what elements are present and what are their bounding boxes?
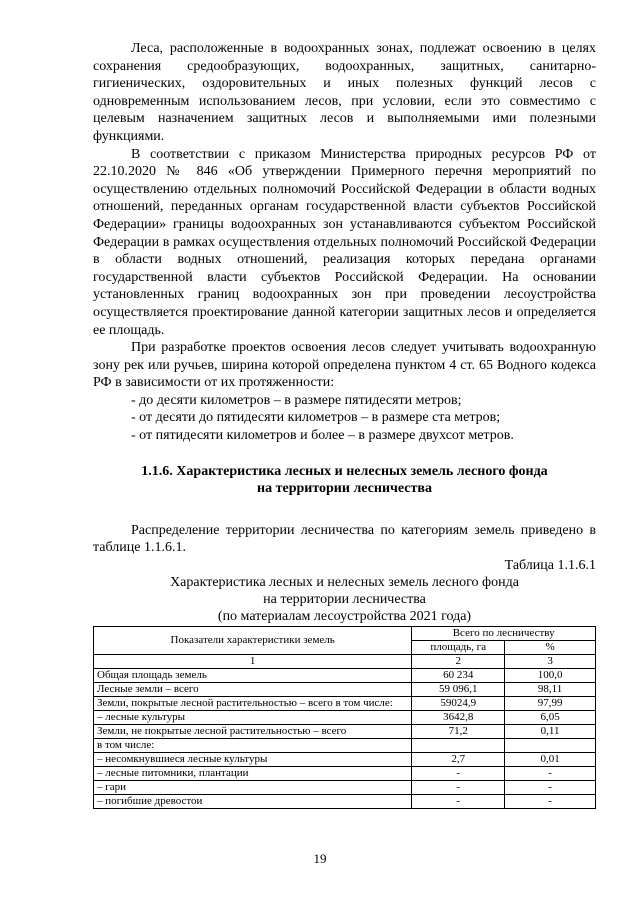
table-caption-line3: (по материалам лесоустройства 2021 года) <box>217 609 472 625</box>
row-percent: 0,11 <box>505 725 596 739</box>
row-percent: - <box>505 781 596 795</box>
row-label: – лесные питомники, плантации <box>94 767 412 781</box>
row-percent: 6,05 <box>505 711 596 725</box>
table-caption-line1: Характеристика лесных и нелесных земель лесного фонда <box>170 575 519 591</box>
section-heading-line1: 1.1.6. Характеристика лесных и нелесных земель лесного фонда <box>141 463 548 479</box>
row-label: Земли, не покрытые лесной растительностью – всего <box>94 725 412 739</box>
paragraph-ministry-order: В соответствии с приказом Министерства природных ресурсов РФ от 22.10.2020 № 846 «Об утверждении Примерного перечня мероприятий по осуществлению отдельных полномочий Российской Федерации в области водных отношений, переданных органам государственной власти субъектов Российской Федерации» границы водоохранных зон устанавливаются субъектом Российской Федерации в рамках осуществления отдельных полномочий Российской Федерации в области водных отношений, реализация которых передана органами государственной власти субъектов Российской Федерации. На основании установленных границ водоохранных зон при проведении лесоустройства осуществляется проектирование данной категории защитных лесов и определяется ее площадь. <box>93 146 596 338</box>
row-percent <box>505 739 596 753</box>
row-label: Общая площадь земель <box>94 669 412 683</box>
list-item: - от пятидесяти километров и более – в размере двухсот метров. <box>131 428 514 444</box>
column-number: 1 <box>94 655 412 669</box>
table-caption <box>93 574 596 625</box>
section-heading <box>93 463 596 498</box>
list-item: - от десяти до пятидесяти километров – в размере ста метров; <box>131 410 501 426</box>
table-caption-line2: на территории лесничества <box>263 592 426 608</box>
row-area: - <box>412 767 505 781</box>
row-area: 60 234 <box>412 669 505 683</box>
row-area: 3642,8 <box>412 711 505 725</box>
table-row <box>94 697 596 711</box>
row-area: 59024,9 <box>412 697 505 711</box>
land-characteristics-table <box>93 626 596 809</box>
table-number: Таблица 1.1.6.1 <box>504 558 596 574</box>
table-header-row <box>94 627 596 641</box>
row-area <box>412 739 505 753</box>
row-label: – лесные культуры <box>94 711 412 725</box>
row-area: - <box>412 781 505 795</box>
list-item: - до десяти километров – в размере пятидесяти метров; <box>131 392 462 408</box>
row-area: 59 096,1 <box>412 683 505 697</box>
paragraph-water-protection-forests: Леса, расположенные в водоохранных зонах, подлежат освоению в целях сохранения средообразующих, водоохранных, защитных, санитарно-гигиенических, оздоровительных и иных полезных функций лесов с одновременным использованием лесов, при условии, если это совместимо с целевым назначением защитных лесов и выполняемыми ими полезными функциями. <box>93 41 596 144</box>
row-area: 71,2 <box>412 725 505 739</box>
row-label: Лесные земли – всего <box>94 683 412 697</box>
row-percent: - <box>505 767 596 781</box>
table-row <box>94 669 596 683</box>
page-content <box>93 40 596 809</box>
paragraph-table-intro: Распределение территории лесничества по категориям земель приведено в таблице 1.1.6.1. <box>93 522 596 556</box>
row-label: – несомкнувшиеся лесные культуры <box>94 753 412 767</box>
table-row <box>94 781 596 795</box>
row-percent: 0,01 <box>505 753 596 767</box>
row-label: в том числе: <box>94 739 412 753</box>
header-percent: % <box>505 641 596 655</box>
table-row <box>94 725 596 739</box>
column-number: 2 <box>412 655 505 669</box>
row-percent: 98,11 <box>505 683 596 697</box>
header-total: Всего по лесничеству <box>412 627 596 641</box>
table-column-numbers-row <box>94 655 596 669</box>
row-percent: 100,0 <box>505 669 596 683</box>
row-percent: - <box>505 795 596 809</box>
paragraph-water-zone-width: При разработке проектов освоения лесов следует учитывать водоохранную зону рек или ручьев, ширина которой определена пунктом 4 ст. 65 Водного кодекса РФ в зависимости от их протяженности: <box>93 340 596 391</box>
page-number: 19 <box>313 851 327 866</box>
row-label: – погибшие древостои <box>94 795 412 809</box>
column-number: 3 <box>505 655 596 669</box>
row-label: Земли, покрытые лесной растительностью – всего в том числе: <box>94 697 412 711</box>
table-row <box>94 739 596 753</box>
header-area: площадь, га <box>412 641 505 655</box>
row-label: – гари <box>94 781 412 795</box>
table-row <box>94 753 596 767</box>
header-indicators: Показатели характеристики земель <box>94 627 412 655</box>
row-area: 2,7 <box>412 753 505 767</box>
row-area: - <box>412 795 505 809</box>
table-row <box>94 711 596 725</box>
table-row <box>94 683 596 697</box>
row-percent: 97,99 <box>505 697 596 711</box>
section-heading-line2: на территории лесничества <box>257 481 432 497</box>
table-row <box>94 795 596 809</box>
table-row <box>94 767 596 781</box>
